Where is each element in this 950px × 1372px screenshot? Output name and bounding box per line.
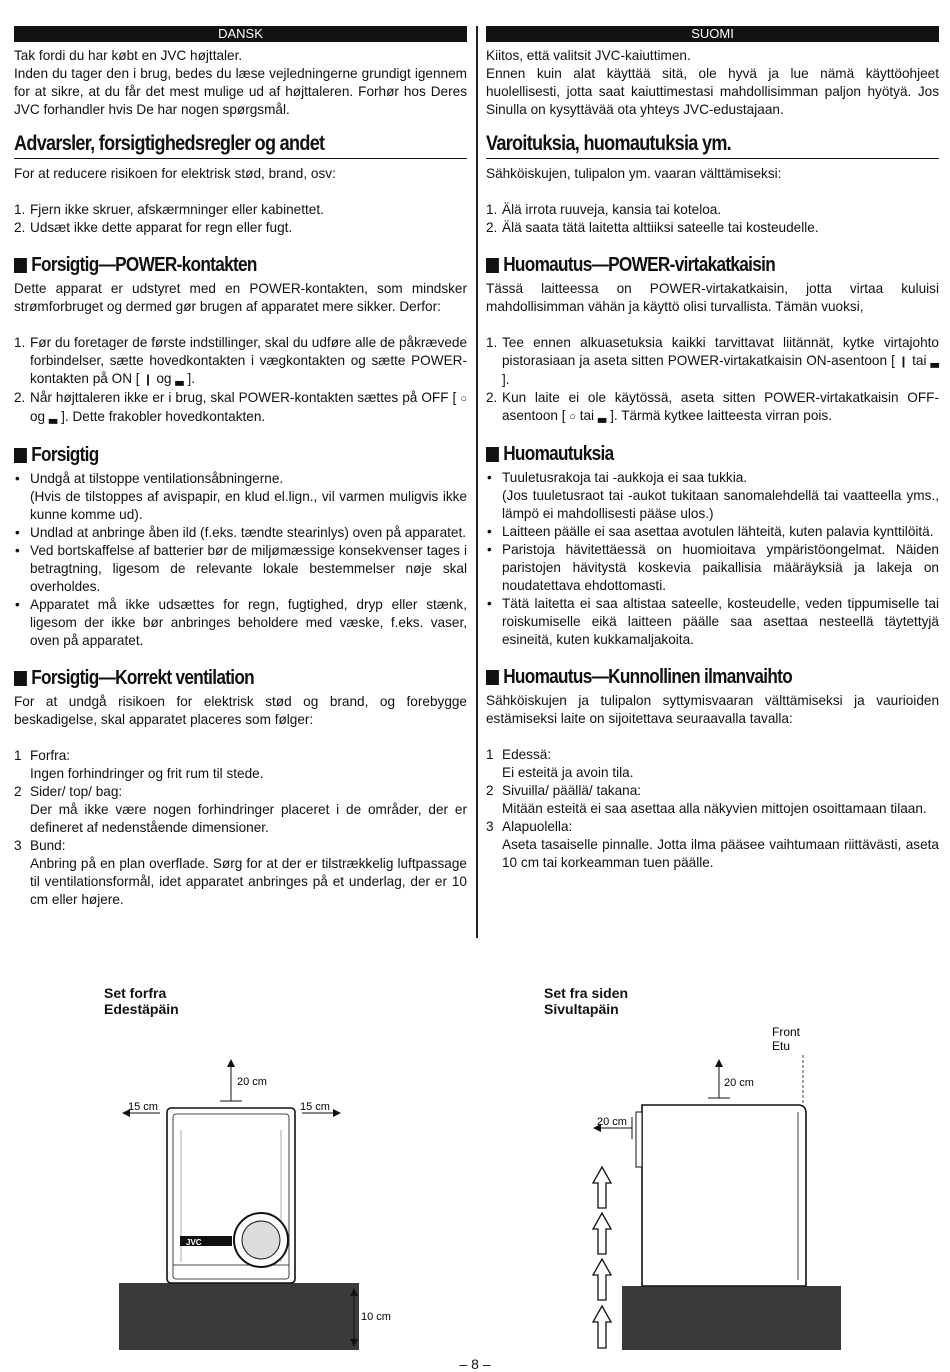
front-label: Front xyxy=(772,1025,801,1039)
bottom-clearance-label: 10 cm xyxy=(361,1311,391,1323)
ventilation-text: For at undgå risikoen for elektrisk stød og brand, og forebygge beskadigelse, skal apparatet placeres som følger: xyxy=(14,694,467,727)
square-bullet-icon xyxy=(14,448,27,463)
caution-heading: Huomautuksia xyxy=(486,442,876,466)
square-bullet-icon xyxy=(486,447,499,462)
caution-item: • Undgå at tilstoppe ventilationsåbningerne. (Hvis de tilstoppes af avispapir, en klud el.lign., vil varmen muligvis ikke kunne komme ud). xyxy=(15,471,467,522)
lead-text: For at reducere risikoen for elektrisk stød, brand, osv: xyxy=(14,166,336,181)
rule-item: 1. Fjern ikke skruer, afskærmninger eller kabinettet. xyxy=(14,202,324,217)
lead-text: Sähköiskujen, tulipalon ym. vaaran välttämiseksi: xyxy=(486,166,782,181)
back-clearance-label: 20 cm xyxy=(597,1116,627,1128)
column-divider xyxy=(476,26,478,938)
intro-line: Kiitos, että valitsit JVC-kaiuttimen. xyxy=(486,48,691,63)
caution-item: • Laitteen päälle ei saa asettaa avotulen lähteitä, kuten palavia kynttilöitä. xyxy=(487,524,934,539)
intro-paragraph: Inden du tager den i brug, bedes du læse vejledningerne grundigt igennem for at sikre, at du får det mest mulige ud af højttaleren. Forhør hos Deres JVC forhandler hvis De har nogen spørgsmål. xyxy=(14,66,467,117)
section-title: Varoituksia, huomautuksia ym. xyxy=(486,132,732,155)
caution-item: • Undlad at anbringe åben ild (f.eks. tændte stearinlys) oven på apparatet. xyxy=(15,525,467,540)
power-item: 2. Kun laite ei ole käytössä, aseta sitten POWER-virtakatkaisin OFF-asentoon [ ○ tai ▃ ]. Tärmä kytkee laitteesta virran pois. xyxy=(486,390,939,423)
off-switch-icon: ▃ xyxy=(597,411,607,423)
square-bullet-icon xyxy=(14,258,27,273)
ventilation-item: 1 Forfra: Ingen forhindringer og frit rum til stede. xyxy=(14,748,264,781)
ventilation-heading: Forsigtig—Korrekt ventilation xyxy=(14,666,404,690)
ventilation-item: 1 Edessä: Ei esteitä ja avoin tila. xyxy=(486,747,634,780)
caution-item: • Ved bortskaffelse af batterier bør de miljømæssige konsekvenser tages i betragtning, ligesom de relevante lokale bestemmelser nøje skal overholdes. xyxy=(15,543,467,594)
off-switch-icon: ▃ xyxy=(175,374,184,386)
stand-base xyxy=(622,1286,841,1350)
ventilation-item: 2 Sider/ top/ bag: Der må ikke være nogen forhindringer placeret i de områder, der er defineret af nedenstående dimensioner. xyxy=(14,784,467,835)
power-heading: Forsigtig—POWER-kontakten xyxy=(14,253,404,277)
left-clearance-label: 15 cm xyxy=(128,1101,158,1113)
front-view-label: Set forfra Edestäpäin xyxy=(104,985,179,1017)
rule-item: 2. Älä saata tätä laitetta alttiiksi sateelle tai kosteudelle. xyxy=(486,220,819,235)
jvc-logo: JVC xyxy=(186,1238,202,1247)
top-clearance-label: 20 cm xyxy=(237,1076,267,1088)
off-switch-icon: ▃ xyxy=(48,412,58,424)
power-item: 1. Tee ennen alkuasetuksia kaikki tarvittavat liitännät, kytke virtajohto pistorasiaan ja aseta sitten POWER-virtakatkaisin ON-asentoon [ ❙ tai ▃ ]. xyxy=(486,335,939,387)
caution-item: • Tuuletusrakoja tai -aukkoja ei saa tukkia. (Jos tuuletusraot tai -aukot tukitaan sanomalehdellä tai vaatteella yms., lämpö ei mahdollisesti pääse ulos.) xyxy=(487,470,939,521)
rule-item: 2. Udsæt ikke dette apparat for regn eller fugt. xyxy=(14,220,293,235)
section-title: Advarsler, forsigtighedsregler og andet xyxy=(14,132,325,155)
intro-line: Tak fordi du har købt en JVC højttaler. xyxy=(14,48,243,63)
power-text: Dette apparat er udstyret med en POWER-kontakten, som mindsker strømforbruget og dermed gør brugen af apparatet mere sikker. Derfor: xyxy=(14,281,467,314)
language-header: SUOMI xyxy=(486,26,939,42)
power-heading: Huomautus—POWER-virtakatkaisin xyxy=(486,253,876,277)
on-switch-icon: ❙ xyxy=(143,374,153,386)
caution-heading: Forsigtig xyxy=(14,443,404,467)
off-switch-icon: ▃ xyxy=(930,356,939,368)
standby-circle-icon: ○ xyxy=(460,393,467,405)
column-danish xyxy=(14,26,467,909)
title-rule xyxy=(14,158,467,159)
square-bullet-icon xyxy=(14,671,27,686)
side-view-label: Set fra siden Sivultapäin xyxy=(544,985,629,1017)
ventilation-text: Sähköiskujen ja tulipalon syttymisvaaran välttämiseksi ja vaurioiden estämiseksi laite on sijoitettava seuraavalla tavalla: xyxy=(486,693,939,726)
title-rule xyxy=(486,158,939,159)
power-item: 2. Når højttaleren ikke er i brug, skal POWER-kontakten sættes på OFF [ ○ og ▃ ]. Dette frakobler hovedkontakten. xyxy=(14,390,467,424)
on-switch-icon: ❙ xyxy=(898,356,909,368)
caution-item: • Tätä laitetta ei saa altistaa sateelle, kosteudelle, veden tippumiselle tai roiskumiselle eikä laitteen päälle saa asettaa nesteellä täytettyjä esineitä, kuten kukkamaljakoita. xyxy=(487,596,939,647)
ventilation-heading: Huomautus—Kunnollinen ilmanvaihto xyxy=(486,665,876,689)
intro-paragraph: Ennen kuin alat käyttää sitä, ole hyvä ja lue nämä käyttöohjeet huolellisesti, jotta saat kaiuttimestasi mahdollisimman paljon hyötyä. Jos Sinulla on kysyttävää ota yhteys JVC-edustajaan. xyxy=(486,66,939,117)
rule-item: 1. Älä irrota ruuveja, kansia tai koteloa. xyxy=(486,202,722,217)
power-text: Tässä laitteessa on POWER-virtakatkaisin, jotta virtaa kuluisi mahdollisimman vähän ja käyttö olisi turvallista. Tämän vuoksi, xyxy=(486,281,939,314)
right-clearance-label: 15 cm xyxy=(300,1101,330,1113)
standby-circle-icon: ○ xyxy=(569,411,576,423)
square-bullet-icon xyxy=(486,258,499,273)
side-view-diagram xyxy=(475,1020,950,1360)
power-item: 1. Før du foretager de første indstillinger, skal du udføre alle de påkrævede forbindelser, sætte hovedkontakten i vægkontakten og sætte POWER-kontakten på ON [ ❙ og ▃ ]. xyxy=(14,335,467,386)
square-bullet-icon xyxy=(486,670,499,685)
stand-base xyxy=(119,1283,359,1350)
speaker-cabinet-side xyxy=(642,1105,806,1286)
top-clearance-label: 20 cm xyxy=(724,1077,754,1089)
front-view-diagram xyxy=(0,1040,475,1360)
caution-item: • Paristoja hävitettäessä on huomioitava ympäristöongelmat. Näiden paristojen hävitystä koskevia paikallisia määräyksiä ja lakeja on noudatettava ehdottomasti. xyxy=(487,542,939,593)
language-header: DANSK xyxy=(14,26,467,42)
ventilation-item: 2 Sivuilla/ päällä/ takana: Mitään esteitä ei saa asettaa alla näkyvien mittojen osoittamaan tilaan. xyxy=(486,783,927,816)
airflow-arrows xyxy=(593,1167,611,1348)
front-label-fi: Etu xyxy=(772,1039,791,1053)
column-finnish xyxy=(486,26,939,872)
page-number: – 8 – xyxy=(459,1356,491,1372)
ventilation-item: 3 Alapuolella: Aseta tasaiselle pinnalle. Jotta ilma pääsee vaihtumaan riittävästi, aseta 10 cm tai korkeamman tuen päälle. xyxy=(486,819,939,870)
caution-item: • Apparatet må ikke udsættes for regn, fugtighed, dryp eller stænk, ligesom der ikke bør anbringes beholdere med væske, f.eks. vaser, oven på apparatet. xyxy=(15,597,467,648)
ventilation-item: 3 Bund: Anbring på en plan overflade. Sørg for at der er tilstrækkelig luftpassage til ventilationsformål, idet apparatet anbringes på et underlag, der er 10 cm eller højere. xyxy=(14,838,467,907)
